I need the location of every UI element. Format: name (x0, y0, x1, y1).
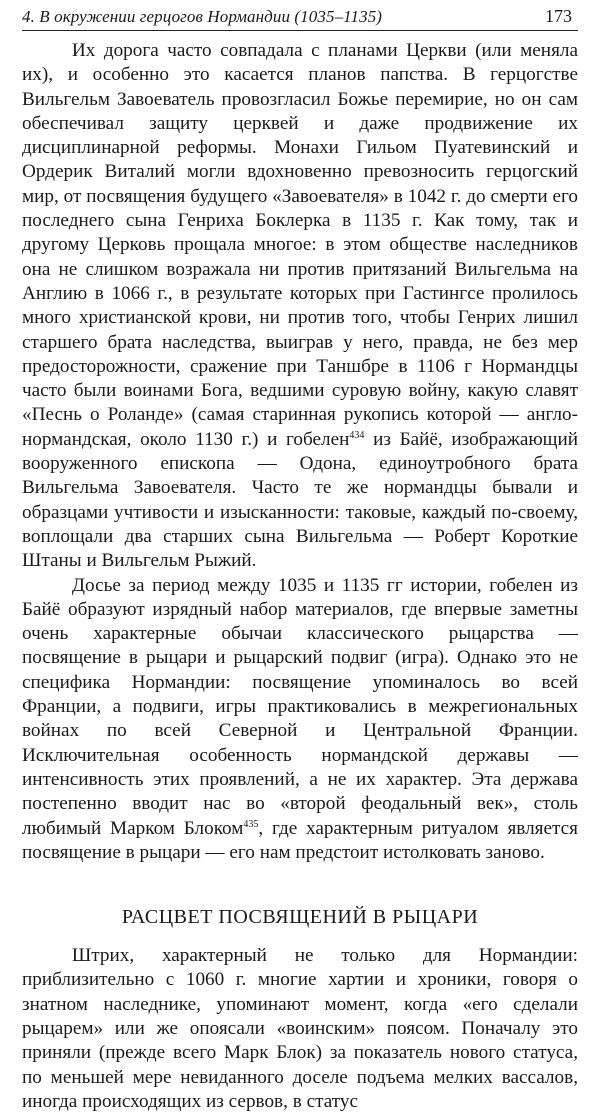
running-header (22, 6, 578, 31)
paragraph-3-text: Штрих, характерный не только для Нормандии: приблизительно с 1060 г. многие хартии и хроники, говоря о знатном наследнике, упоминают момент, когда «его сделали рыцарем» или же опоясали «воинским» поясом. Поначалу это приняли (прежде всего Марк Блок) за показатель нового статуса, по меньшей мере невиданного доселе подъема мелких вассалов, иногда происходящих из сервов, в статус (22, 945, 578, 1112)
paragraph-2-text-a: Досье за период между 1035 и 1135 гг истории, гобелен из Байё образуют изрядный набор материалов, где впервые заметны очень характерные обычаи классического рыцарства — посвящение в рыцари и рыцарский подвиг (игра). Однако это не специфика Нормандии: посвящение упоминалось во всей Франции, а подвиги, игры практиковались в межрегиональных войнах по всей Северной и Центральной Франции. Исключительная особенность нормандской державы — интенсивность этих проявлений, а не их характер. Эта держава постепенно вводит нас во «второй феодальный век», столь любимый Марком Блоком (22, 574, 578, 839)
paragraph-1 (22, 39, 578, 574)
body-text (22, 39, 578, 1114)
page-number: 173 (545, 6, 572, 26)
paragraph-1-text-a: Их дорога часто совпадала с планами Церкви (или меняла их), и особенно это касается планов папства. В герцогстве Вильгельм Завоеватель провозгласил Божье перемирие, но он сам обеспечивал защиту церквей и даже продвижение их дисциплинарной реформы. Монахи Гильом Пуатевинский и Ордерик Виталий могли вдохновенно превозносить герцогский мир, от посвящения будущего «Завоевателя» в 1042 г. до смерти его последнего сына Генриха Боклерка в 1135 г. Как тому, так и другому Церковь прощала многое: в этом обществе наследников она не слишком возражала ни против притязаний Вильгельма на Англию в 1066 г., в результате которых при Гастингсе пролилось много христианской крови, ни против того, чтобы Генрих лишил старшего брата наследства, выиграв у него, правда, не без мер предосторожности, сражение при Таншбре в 1106 г Нормандцы часто были воинами Бога, ведшими суровую войну, какую славят «Песнь о Роланде» (самая старинная рукопись которой — англо-нормандская, около 1130 г.) и гобелен (22, 40, 578, 450)
paragraph-2-text-b: , где характерным ритуалом является посвящение в рыцари — его нам предстоит истолковать заново. (22, 817, 578, 863)
paragraph-1-text-b: из Байё, изображающий вооруженного епископа — Одона, единоутробного брата Вильгельма Завоевателя. Часто те же нормандцы бывали и образцами учтивости и изысканности: таковые, каждый по-своему, воплощали два старших сына Вильгельма — Роберт Короткие Штаны и Вильгельм Рыжий. (22, 428, 578, 572)
footnote-ref-434: 434 (349, 429, 365, 441)
running-title: 4. В окружении герцогов Нормандии (1035–1135) (22, 7, 383, 26)
paragraph-3 (22, 944, 578, 1114)
footnote-ref-435: 435 (243, 818, 259, 830)
section-heading: РАСЦВЕТ ПОСВЯЩЕНИЙ В РЫЦАРИ (121, 906, 479, 929)
paragraph-2 (22, 574, 578, 866)
